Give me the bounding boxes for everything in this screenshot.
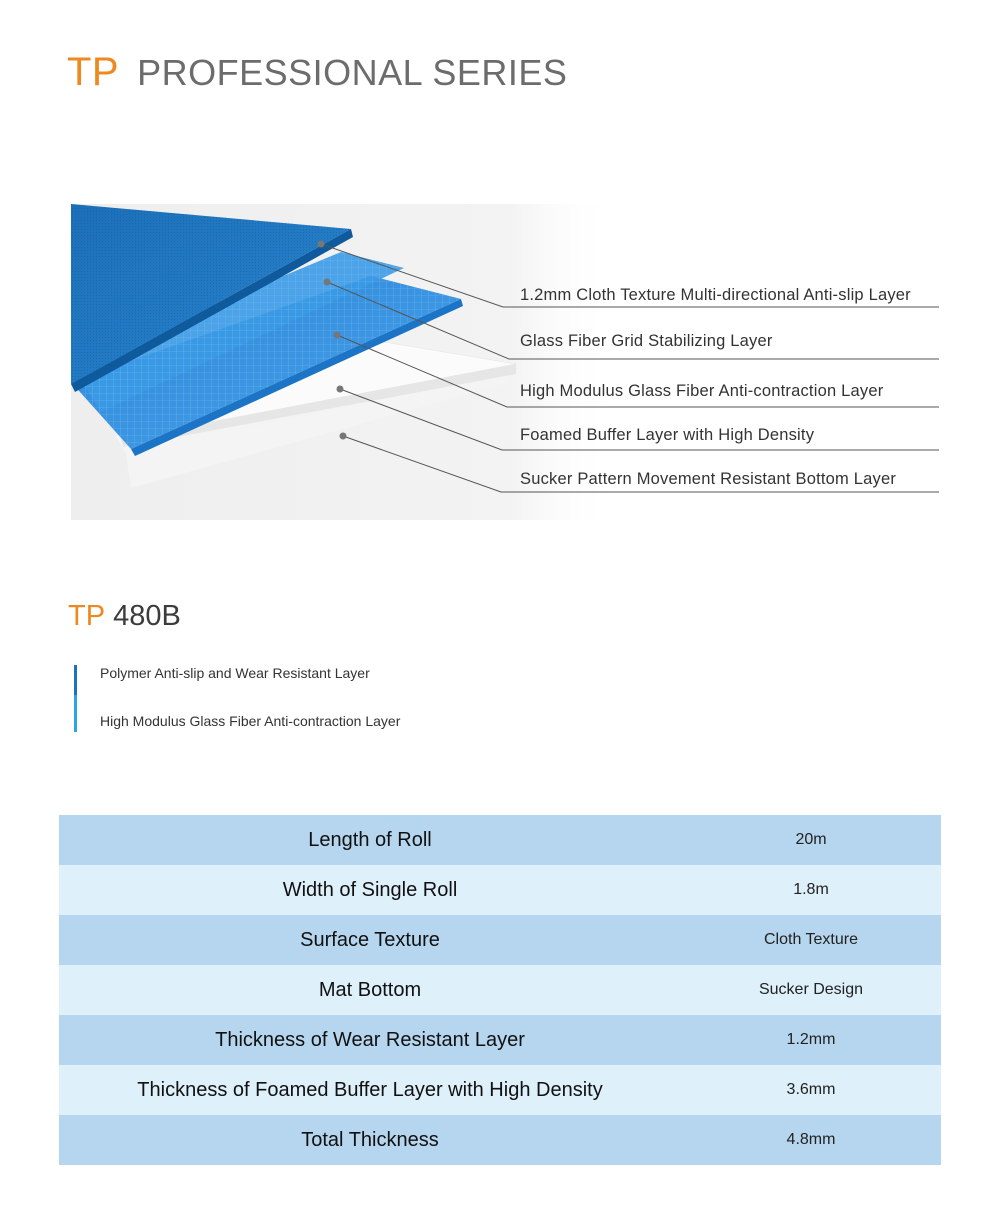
table-row [59,865,941,915]
table-row [59,915,941,965]
spec-value: 4.8mm [786,1131,836,1148]
brand-label: TP [67,50,120,94]
leader-dot-2 [324,279,331,286]
spec-label: Mat Bottom [318,978,422,1001]
model-code: 480B [113,600,181,632]
legend-item-polymer: Polymer Anti-slip and Wear Resistant Layer [100,665,370,681]
legend-item-glass-fiber: High Modulus Glass Fiber Anti-contraction Layer [100,713,401,729]
table-row [59,815,941,865]
spec-value: Sucker Design [758,981,864,998]
spec-value: 1.8m [793,881,829,898]
layer-label-cloth: 1.2mm Cloth Texture Multi-directional Anti-slip Layer [520,286,911,304]
spec-label: Total Thickness [301,1128,439,1151]
layer-label-grid: Glass Fiber Grid Stabilizing Layer [520,332,773,350]
spec-label: Length of Roll [308,828,432,851]
leader-dot-5 [340,433,347,440]
layer-label-bottom: Sucker Pattern Movement Resistant Bottom Layer [520,470,897,488]
page-title [67,50,567,95]
spec-value: 20m [795,831,827,848]
leader-dot-4 [337,386,344,393]
spec-label: Thickness of Foamed Buffer Layer with High Density [137,1078,603,1101]
layer-label-glass-fiber: High Modulus Glass Fiber Anti-contraction Layer [520,382,884,400]
spec-value: Cloth Texture [764,931,858,948]
spec-value: 1.2mm [786,1031,836,1048]
model-title [68,600,181,633]
model-brand: TP [68,600,106,632]
table-row [59,1065,941,1115]
series-label: PROFESSIONAL SERIES [137,52,568,93]
layer-label-foam: Foamed Buffer Layer with High Density [520,426,815,444]
table-row [59,1115,941,1165]
spec-label: Width of Single Roll [282,878,458,901]
spec-table [59,815,941,1165]
legend-swatch-glass-fiber [74,695,77,732]
table-row [59,1015,941,1065]
spec-label: Surface Texture [300,928,440,951]
layer-diagram [71,204,951,520]
leader-dot-3 [334,332,341,339]
spec-value: 3.6mm [786,1081,836,1098]
table-row [59,965,941,1015]
legend-color-bar [72,665,79,732]
leader-dot-1 [318,241,325,248]
legend-swatch-polymer [74,665,77,695]
spec-label: Thickness of Wear Resistant Layer [215,1028,525,1051]
